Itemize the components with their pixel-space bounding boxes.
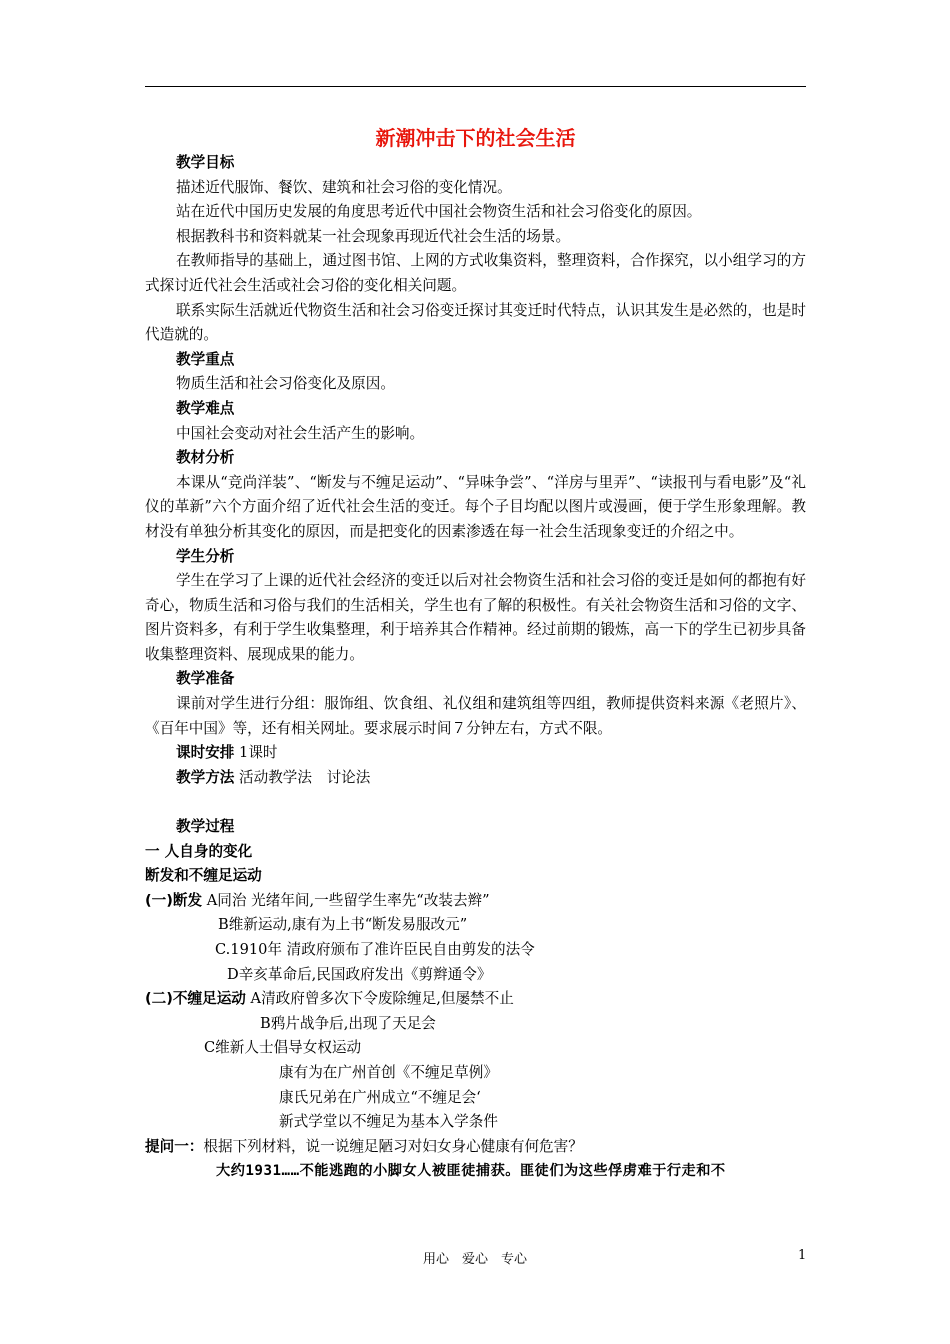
hair-cut-line-a <box>145 889 806 914</box>
foot-binding-line-a <box>145 987 806 1012</box>
foot-binding-item: B鸦片战争后,出现了天足会 <box>260 1014 436 1032</box>
question-text: 根据下列材料，说一说缠足陋习对妇女身心健康有何危害？ <box>203 1137 583 1155</box>
document-body <box>145 151 806 1184</box>
goal-item: 根据教科书和资料就某一社会现象再现近代社会生活的场景。 <box>176 227 571 245</box>
hair-cut-item: A同治 光绪年间,一些留学生率先“改装去辫” <box>202 891 490 909</box>
goal-item: 描述近代服饰、餐饮、建筑和社会习俗的变化情况。 <box>176 178 512 196</box>
hair-cut-label: (一)断发 <box>145 891 203 909</box>
goal-item: 在教师指导的基础上，通过图书馆、上网的方式收集资料，整理资料，合作探究，以小组学习的方式探讨近代社会生活或社会习俗的变化相关问题。 <box>145 252 806 294</box>
method-value: 活动教学法 讨论法 <box>234 768 371 786</box>
method-line <box>145 766 806 791</box>
schedule-value: 1课时 <box>234 744 278 762</box>
quote-text: 大约1931……不能逃跑的小脚女人被匪徒捕获。匪徒们为这些俘虏难于行走和不 <box>216 1163 726 1180</box>
hair-cut-item: D辛亥革命后,民国政府发出《剪辫通令》 <box>227 965 492 983</box>
student-analysis-heading: 学生分析 <box>176 547 235 565</box>
key-point-heading: 教学重点 <box>176 350 235 368</box>
question-line <box>145 1135 806 1160</box>
footer-motto: 用心 爱心 专心 <box>422 1252 527 1267</box>
foot-binding-subitem: 新式学堂以不缠足为基本入学条件 <box>279 1113 498 1131</box>
page-title: 新潮冲击下的社会生活 <box>375 126 576 150</box>
preparation-text: 课前对学生进行分组：服饰组、饮食组、礼仪组和建筑组等四组，教师提供资料来源《老照片》、《百年中国》等，还有相关网址。要求展示时间７分钟左右，方式不限。 <box>145 695 806 737</box>
student-analysis-text: 学生在学习了上课的近代社会经济的变迁以后对社会物资生活和社会习俗的变迁是如何的都抱有好奇心，物质生活和习俗与我们的生活相关，学生也有了解的积极性。有关社会物资生活和习俗的文字、图片资料多，有利于学生收集整理，利于培养其合作精神。经过前期的锻炼，高一下的学生已初步具备收集整理资料、展现成果的能力。 <box>145 572 806 663</box>
subsection-heading: 断发和不缠足运动 <box>145 867 262 885</box>
section-heading: 一 人自身的变化 <box>145 842 253 860</box>
hair-cut-item: C.1910年 清政府颁布了准许臣民自由剪发的法令 <box>215 941 535 958</box>
material-analysis-heading: 教材分析 <box>176 449 235 467</box>
schedule-line <box>145 741 806 766</box>
difficulty-text: 中国社会变动对社会生活产生的影响。 <box>176 424 425 442</box>
foot-binding-label: (二)不缠足运动 <box>145 990 246 1008</box>
preparation-heading: 教学准备 <box>176 670 235 688</box>
key-point-text: 物质生活和社会习俗变化及原因。 <box>176 375 395 393</box>
foot-binding-item: A清政府曾多次下令废除缠足,但屡禁不止 <box>245 990 514 1008</box>
foot-binding-subitem: 康有为在广州首创《不缠足草例》 <box>279 1063 498 1081</box>
foot-binding-subitem: 康氏兄弟在广州成立“不缠足会‘ <box>279 1088 481 1106</box>
difficulty-heading: 教学难点 <box>176 399 235 417</box>
schedule-label: 课时安排 <box>176 744 235 762</box>
process-heading: 教学过程 <box>176 818 235 836</box>
hair-cut-item: B维新运动,康有为上书“断发易服改元” <box>218 916 468 934</box>
method-label: 教学方法 <box>176 768 235 786</box>
goal-item: 联系实际生活就近代物资生活和社会习俗变迁探讨其变迁时代特点，认识其发生是必然的，也是时代造就的。 <box>145 301 806 344</box>
page-number: 1 <box>798 1248 807 1263</box>
question-label: 提问一： <box>145 1137 204 1155</box>
foot-binding-item: C维新人士倡导女权运动 <box>204 1039 362 1057</box>
material-analysis-text: 本课从“竞尚洋装”、“断发与不缠足运动”、“异味争尝”、“洋房与里弄”、“读报刊与看电影”及“礼仪的革新”六个方面介绍了近代社会生活的变迁。每个子目均配以图片或漫画，便于学生形象理解。教材没有单独分析其变化的原因，而是把变化的因素渗透在每一社会生活现象变迁的介绍之中。 <box>145 473 806 540</box>
goals-heading: 教学目标 <box>176 154 235 171</box>
header-rule <box>145 86 806 87</box>
goal-item: 站在近代中国历史发展的角度思考近代中国社会物资生活和社会习俗变化的原因。 <box>176 203 702 221</box>
